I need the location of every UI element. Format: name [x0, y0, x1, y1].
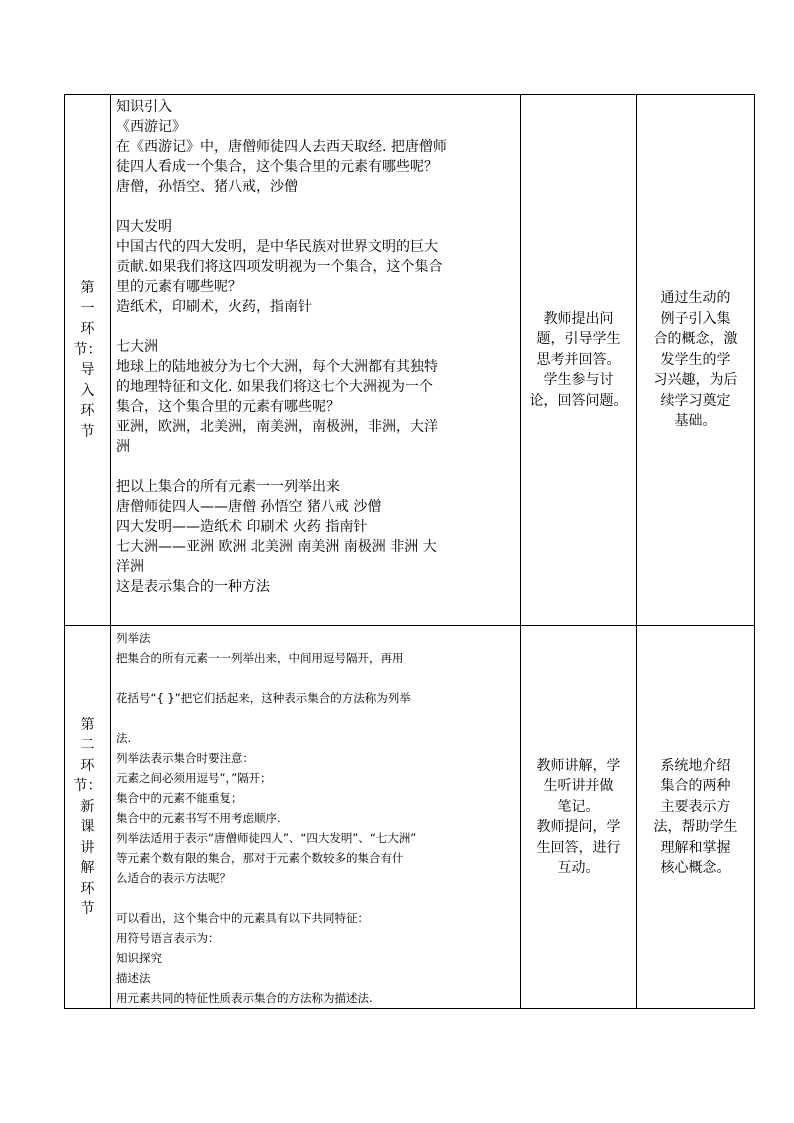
text-line: 么适合的表示方法呢？: [116, 871, 231, 885]
stage-char: 入: [80, 382, 95, 399]
text-line: 系统地介绍: [660, 757, 731, 774]
text-line: 用元素共同的特征性质表示集合的方法称为描述法.: [116, 991, 373, 1005]
text-line: 法.: [116, 731, 132, 745]
text-line: [116, 708, 516, 728]
content-cell-1: [111, 95, 521, 626]
text-line: 《西游记》: [116, 119, 186, 135]
text-line: 论，回答问题。: [529, 392, 628, 409]
text-line: 核心概念。: [660, 860, 731, 876]
stage-char: 环: [80, 880, 95, 897]
text-line: 花括号“{ }”把它们括起来，这种表示集合的方法称为列举: [116, 691, 411, 705]
lesson-plan-table: [64, 94, 755, 1009]
text-line: [116, 668, 516, 688]
text-line: 徒四人看成一个集合，这个集合里的元素有哪些呢？: [116, 159, 438, 175]
text-line: 唐僧师徒四人——唐僧 孙悟空 猪八戒 沙僧: [116, 499, 382, 515]
stage-char: 导: [80, 362, 95, 378]
text-line: 学生参与讨: [543, 372, 614, 389]
text-line: 题，引导学生: [536, 331, 621, 348]
text-line: 通过生动的: [660, 290, 731, 307]
text-line: 七大洲: [116, 339, 158, 355]
text-line: 中国古代的四大发明，是中华民族对世界文明的巨大: [116, 239, 438, 255]
text-line: 互动。: [557, 860, 600, 876]
text-line: 元素之间必须用逗号”，”隔开；: [116, 771, 272, 785]
stage-label-1: [65, 95, 111, 626]
text-line: 把集合的所有元素一一列举出来，中间用逗号隔开，再用: [116, 651, 404, 665]
design-purpose-2: [637, 626, 755, 1009]
stage-char: 一: [80, 300, 95, 317]
stage-char: 讲: [80, 839, 95, 856]
text-line: 用符号语言表示为：: [116, 931, 220, 945]
text-line: 续学习奠定: [660, 392, 731, 409]
text-line: 集合中的元素不能重复；: [116, 791, 243, 805]
text-line: 洋洲: [116, 559, 144, 575]
text-line: 等元素个数有限的集合，那对于元素个数较多的集合有什: [116, 851, 404, 865]
text-line: 亚洲，欧洲，北美洲，南美洲，南极洲，非洲，大洋: [116, 419, 438, 435]
text-line: 习兴趣，为后: [653, 372, 738, 389]
text-line: 集合的两种: [660, 778, 731, 794]
text-line: 知识引入: [116, 99, 172, 115]
stage-char: 节：: [73, 341, 102, 358]
text-line: 主要表示方: [660, 798, 731, 815]
text-line: 教师提问，学: [536, 819, 621, 835]
text-line: 唐僧，孙悟空、猪八戒，沙僧: [116, 179, 298, 195]
text-line: [116, 457, 516, 477]
text-line: 七大洲——亚洲 欧洲 北美洲 南美洲 南极洲 非洲 大: [116, 539, 437, 555]
text-line: 教师提出问: [543, 310, 614, 327]
text-line: 理解和掌握: [660, 839, 731, 856]
text-line: 贡献.如果我们将这四项发明视为一个集合，这个集合: [116, 259, 443, 275]
text-line: 里的元素有哪些呢？: [116, 279, 242, 295]
text-line: 把以上集合的所有元素一一列举出来: [116, 479, 340, 495]
stage-char: 节: [80, 901, 95, 917]
text-line: 法，帮助学生: [653, 819, 738, 835]
stage-char: 二: [80, 737, 95, 753]
text-line: 造纸术，印刷术，火药，指南针: [116, 299, 312, 315]
text-line: [116, 197, 516, 217]
text-line: 描述法: [116, 971, 151, 985]
text-line: 合的概念，激: [653, 331, 738, 348]
text-line: 生听讲并做: [543, 778, 614, 794]
text-line: 洲: [116, 439, 130, 455]
text-line: [116, 317, 516, 337]
stage-char: 新: [80, 798, 95, 815]
stage-char: 课: [80, 819, 95, 835]
text-line: 这是表示集合的一种方法: [116, 579, 270, 595]
text-line: 四大发明: [116, 219, 172, 235]
teacher-activity-2: [521, 626, 637, 1009]
stage-char: 环: [80, 757, 95, 774]
text-line: 列举法适用于表示“唐僧师徒四人”、“四大发明”、“七大洲”: [116, 831, 417, 845]
text-line: 知识探究: [116, 951, 162, 965]
text-line: 发学生的学: [660, 351, 731, 368]
stage-label-2: [65, 626, 111, 1009]
text-line: 列举法表示集合时要注意：: [116, 751, 254, 765]
text-line: 集合中的元素书写不用考虑顺序.: [116, 811, 281, 825]
text-line: 列举法: [116, 631, 151, 645]
text-line: 生回答，进行: [536, 839, 621, 856]
stage-row-1: [65, 95, 755, 626]
stage-char: 第: [80, 716, 95, 733]
text-line: [116, 888, 516, 908]
text-line: 在《西游记》中，唐僧师徒四人去西天取经. 把唐僧师: [116, 139, 447, 155]
text-line: 的地理特征和文化. 如果我们将这七个大洲视为一个: [116, 379, 433, 395]
text-line: 集合，这个集合里的元素有哪些呢？: [116, 399, 340, 415]
text-line: 例子引入集: [660, 310, 731, 327]
text-line: 地球上的陆地被分为七个大洲，每个大洲都有其独特: [116, 359, 438, 375]
stage-char: 环: [80, 321, 95, 337]
text-line: 思考并回答。: [536, 351, 621, 368]
text-line: 教师讲解，学: [536, 757, 621, 774]
stage-char: 解: [80, 860, 95, 876]
stage-char: 第: [80, 280, 95, 296]
text-line: 可以看出，这个集合中的元素具有以下共同特征：: [116, 911, 369, 925]
content-cell-2: [111, 626, 521, 1009]
stage-char: 环: [80, 403, 95, 419]
text-line: 笔记。: [557, 798, 600, 815]
stage-char: 节：: [73, 778, 102, 794]
text-line: 基础。: [674, 413, 717, 430]
design-purpose-1: [637, 95, 755, 626]
stage-row-2: [65, 626, 755, 1009]
text-line: 四大发明——造纸术 印刷术 火药 指南针: [116, 519, 368, 535]
stage-char: 节: [80, 423, 95, 440]
teacher-activity-1: [521, 95, 637, 626]
